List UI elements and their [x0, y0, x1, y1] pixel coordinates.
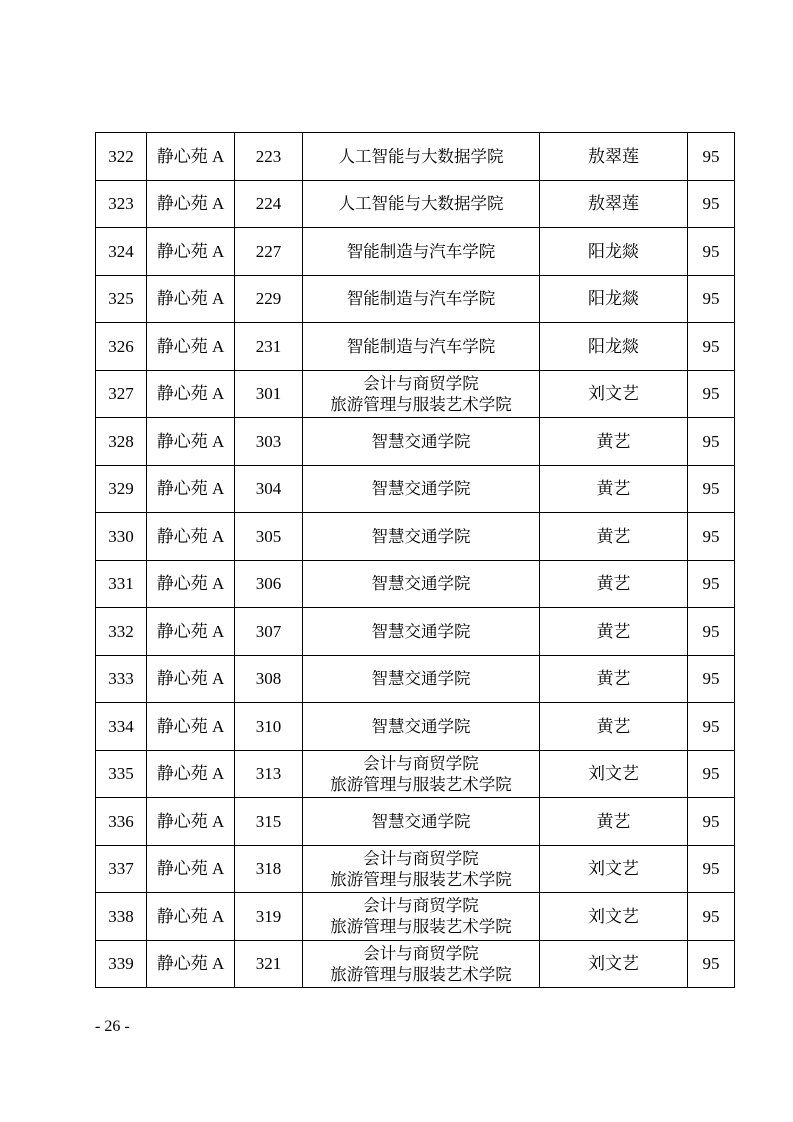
college-line: 旅游管理与服装艺术学院 — [330, 964, 512, 984]
cell-room: 301 — [235, 370, 303, 418]
college-line: 智慧交通学院 — [371, 811, 471, 831]
cell-teacher: 刘文艺 — [540, 845, 688, 893]
cell-teacher: 阳龙燚 — [540, 275, 688, 323]
cell-college — [303, 560, 540, 608]
cell-score: 95 — [688, 180, 735, 228]
table-row — [96, 465, 735, 513]
college-line: 旅游管理与服装艺术学院 — [330, 774, 512, 794]
college-line: 旅游管理与服装艺术学院 — [330, 869, 512, 889]
cell-score: 95 — [688, 323, 735, 371]
cell-number: 338 — [96, 893, 147, 941]
cell-building: 静心苑 A — [147, 465, 235, 513]
college-line: 智慧交通学院 — [371, 716, 471, 736]
cell-number: 339 — [96, 940, 147, 988]
cell-room: 303 — [235, 418, 303, 466]
cell-college — [303, 370, 540, 418]
cell-teacher: 敖翠莲 — [540, 180, 688, 228]
cell-building: 静心苑 A — [147, 370, 235, 418]
table-body — [96, 133, 735, 988]
college-line: 智慧交通学院 — [371, 621, 471, 641]
cell-college — [303, 940, 540, 988]
cell-number: 333 — [96, 655, 147, 703]
table-row — [96, 513, 735, 561]
cell-score: 95 — [688, 513, 735, 561]
cell-building: 静心苑 A — [147, 275, 235, 323]
cell-score: 95 — [688, 418, 735, 466]
table-row — [96, 418, 735, 466]
cell-building: 静心苑 A — [147, 180, 235, 228]
cell-building: 静心苑 A — [147, 133, 235, 181]
cell-score: 95 — [688, 133, 735, 181]
cell-building: 静心苑 A — [147, 418, 235, 466]
table-row — [96, 228, 735, 276]
cell-number: 325 — [96, 275, 147, 323]
cell-building: 静心苑 A — [147, 845, 235, 893]
cell-score: 95 — [688, 370, 735, 418]
cell-teacher: 黄艺 — [540, 798, 688, 846]
cell-score: 95 — [688, 655, 735, 703]
cell-score: 95 — [688, 275, 735, 323]
cell-score: 95 — [688, 703, 735, 751]
cell-college — [303, 133, 540, 181]
college-line: 智慧交通学院 — [371, 669, 471, 689]
cell-room: 223 — [235, 133, 303, 181]
cell-teacher: 黄艺 — [540, 465, 688, 513]
cell-score: 95 — [688, 228, 735, 276]
cell-college — [303, 228, 540, 276]
cell-building: 静心苑 A — [147, 513, 235, 561]
college-line: 会计与商贸学院 — [363, 373, 479, 393]
table-row — [96, 798, 735, 846]
college-line: 人工智能与大数据学院 — [338, 194, 504, 214]
table-row — [96, 370, 735, 418]
cell-college — [303, 750, 540, 798]
cell-building: 静心苑 A — [147, 608, 235, 656]
cell-number: 331 — [96, 560, 147, 608]
college-line: 会计与商贸学院 — [363, 753, 479, 773]
college-line: 智能制造与汽车学院 — [346, 289, 496, 309]
cell-score: 95 — [688, 893, 735, 941]
college-line: 智能制造与汽车学院 — [346, 336, 496, 356]
cell-number: 328 — [96, 418, 147, 466]
college-line: 人工智能与大数据学院 — [338, 146, 504, 166]
cell-college — [303, 418, 540, 466]
cell-number: 322 — [96, 133, 147, 181]
table-row — [96, 608, 735, 656]
cell-building: 静心苑 A — [147, 323, 235, 371]
dormitory-score-table — [95, 132, 735, 988]
table-row — [96, 940, 735, 988]
cell-teacher: 阳龙燚 — [540, 228, 688, 276]
table-row — [96, 180, 735, 228]
cell-room: 319 — [235, 893, 303, 941]
cell-number: 335 — [96, 750, 147, 798]
cell-teacher: 黄艺 — [540, 608, 688, 656]
cell-teacher: 刘文艺 — [540, 370, 688, 418]
college-line: 会计与商贸学院 — [363, 848, 479, 868]
cell-teacher: 敖翠莲 — [540, 133, 688, 181]
cell-college — [303, 655, 540, 703]
cell-college — [303, 180, 540, 228]
cell-college — [303, 893, 540, 941]
table-row — [96, 750, 735, 798]
cell-number: 332 — [96, 608, 147, 656]
cell-building: 静心苑 A — [147, 750, 235, 798]
table-row — [96, 703, 735, 751]
table-row — [96, 275, 735, 323]
cell-number: 336 — [96, 798, 147, 846]
cell-building: 静心苑 A — [147, 228, 235, 276]
page-number: - 26 - — [95, 1018, 130, 1035]
cell-score: 95 — [688, 608, 735, 656]
cell-college — [303, 275, 540, 323]
college-line: 会计与商贸学院 — [363, 943, 479, 963]
college-line: 智慧交通学院 — [371, 574, 471, 594]
cell-room: 229 — [235, 275, 303, 323]
cell-college — [303, 465, 540, 513]
cell-college — [303, 845, 540, 893]
cell-teacher: 黄艺 — [540, 513, 688, 561]
cell-number: 334 — [96, 703, 147, 751]
cell-teacher: 黄艺 — [540, 655, 688, 703]
cell-building: 静心苑 A — [147, 798, 235, 846]
cell-building: 静心苑 A — [147, 560, 235, 608]
cell-room: 321 — [235, 940, 303, 988]
cell-score: 95 — [688, 845, 735, 893]
table-row — [96, 655, 735, 703]
cell-teacher: 刘文艺 — [540, 940, 688, 988]
cell-room: 224 — [235, 180, 303, 228]
cell-room: 308 — [235, 655, 303, 703]
cell-score: 95 — [688, 465, 735, 513]
cell-number: 330 — [96, 513, 147, 561]
cell-score: 95 — [688, 560, 735, 608]
cell-room: 304 — [235, 465, 303, 513]
table-row — [96, 323, 735, 371]
college-line: 旅游管理与服装艺术学院 — [330, 917, 512, 937]
college-line: 智慧交通学院 — [371, 479, 471, 499]
cell-teacher: 刘文艺 — [540, 893, 688, 941]
cell-score: 95 — [688, 750, 735, 798]
college-line: 智慧交通学院 — [371, 431, 471, 451]
cell-teacher: 黄艺 — [540, 418, 688, 466]
cell-teacher: 刘文艺 — [540, 750, 688, 798]
cell-building: 静心苑 A — [147, 703, 235, 751]
cell-teacher: 阳龙燚 — [540, 323, 688, 371]
cell-number: 329 — [96, 465, 147, 513]
college-line: 智能制造与汽车学院 — [346, 241, 496, 261]
cell-college — [303, 798, 540, 846]
college-line: 会计与商贸学院 — [363, 896, 479, 916]
college-line: 智慧交通学院 — [371, 526, 471, 546]
cell-teacher: 黄艺 — [540, 560, 688, 608]
cell-building: 静心苑 A — [147, 655, 235, 703]
cell-college — [303, 513, 540, 561]
cell-room: 227 — [235, 228, 303, 276]
cell-room: 305 — [235, 513, 303, 561]
cell-number: 323 — [96, 180, 147, 228]
cell-number: 337 — [96, 845, 147, 893]
cell-room: 231 — [235, 323, 303, 371]
cell-teacher: 黄艺 — [540, 703, 688, 751]
college-line: 旅游管理与服装艺术学院 — [330, 394, 512, 414]
cell-number: 327 — [96, 370, 147, 418]
cell-room: 306 — [235, 560, 303, 608]
cell-score: 95 — [688, 940, 735, 988]
cell-room: 315 — [235, 798, 303, 846]
cell-room: 318 — [235, 845, 303, 893]
cell-room: 307 — [235, 608, 303, 656]
table-row — [96, 560, 735, 608]
table-row — [96, 893, 735, 941]
cell-score: 95 — [688, 798, 735, 846]
cell-number: 324 — [96, 228, 147, 276]
cell-college — [303, 323, 540, 371]
cell-number: 326 — [96, 323, 147, 371]
cell-college — [303, 608, 540, 656]
cell-building: 静心苑 A — [147, 940, 235, 988]
table-row — [96, 133, 735, 181]
cell-college — [303, 703, 540, 751]
cell-building: 静心苑 A — [147, 893, 235, 941]
table-row — [96, 845, 735, 893]
cell-room: 313 — [235, 750, 303, 798]
cell-room: 310 — [235, 703, 303, 751]
